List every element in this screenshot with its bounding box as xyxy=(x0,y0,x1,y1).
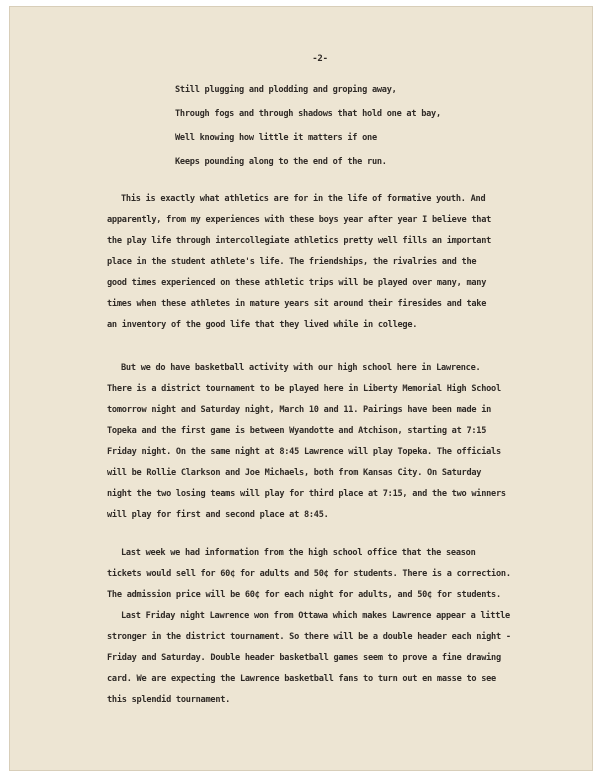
poem-stanza xyxy=(175,83,575,179)
paragraph-athletics xyxy=(107,192,567,339)
paragraph-tournament xyxy=(107,361,567,529)
text-line: the play life through intercollegiate athletics pretty well fills an important xyxy=(107,236,492,246)
text-line: will play for first and second place at 8:45. xyxy=(107,510,329,520)
text-line: There is a district tournament to be played here in Liberty Memorial High School xyxy=(107,384,501,394)
text-line: tickets would sell for 60¢ for adults and 50¢ for students. There is a correction. xyxy=(107,569,511,579)
text-line: But we do have basketball activity with our high school here in Lawrence. xyxy=(121,363,481,373)
text-line: Topeka and the first game is between Wyandotte and Atchison, starting at 7:15 xyxy=(107,426,487,436)
text-line: stronger in the district tournament. So there will be a double header each night - xyxy=(107,632,511,642)
text-line: The admission price will be 60¢ for each night for adults, and 50¢ for students. xyxy=(107,590,501,600)
paragraph-double-header xyxy=(107,609,567,714)
text-line: Last week we had information from the high school office that the season xyxy=(121,548,476,558)
text-line: this splendid tournament. xyxy=(107,695,231,705)
text-line: Friday and Saturday. Double header basketball games seem to prove a fine drawing xyxy=(107,653,501,663)
text-line: an inventory of the good life that they lived while in college. xyxy=(107,320,418,330)
page-number: -2- xyxy=(312,54,328,64)
text-line: night the two losing teams will play for third place at 7:15, and the two winners xyxy=(107,489,506,499)
text-line: Last Friday night Lawrence won from Ottawa which makes Lawrence appear a little xyxy=(121,611,510,621)
poem-line: Through fogs and through shadows that hold one at bay, xyxy=(175,109,441,119)
text-line: times when these athletes in mature years sit around their firesides and take xyxy=(107,299,487,309)
paragraph-tickets xyxy=(107,546,567,609)
text-line: tomorrow night and Saturday night, March 10 and 11. Pairings have been made in xyxy=(107,405,492,415)
poem-line: Keeps pounding along to the end of the run. xyxy=(175,157,387,167)
text-line: good times experienced on these athletic trips will be played over many, many xyxy=(107,278,487,288)
text-line: place in the student athlete's life. The friendships, the rivalries and the xyxy=(107,257,477,267)
text-line: This is exactly what athletics are for in the life of formative youth. And xyxy=(121,194,486,204)
text-line: Friday night. On the same night at 8:45 Lawrence will play Topeka. The officials xyxy=(107,447,501,457)
text-line: card. We are expecting the Lawrence basketball fans to turn out en masse to see xyxy=(107,674,496,684)
poem-line: Well knowing how little it matters if one xyxy=(175,133,377,143)
text-line: apparently, from my experiences with these boys year after year I believe that xyxy=(107,215,492,225)
text-line: will be Rollie Clarkson and Joe Michaels, both from Kansas City. On Saturday xyxy=(107,468,482,478)
poem-line: Still plugging and plodding and groping away, xyxy=(175,85,397,95)
typewritten-page xyxy=(9,6,593,771)
